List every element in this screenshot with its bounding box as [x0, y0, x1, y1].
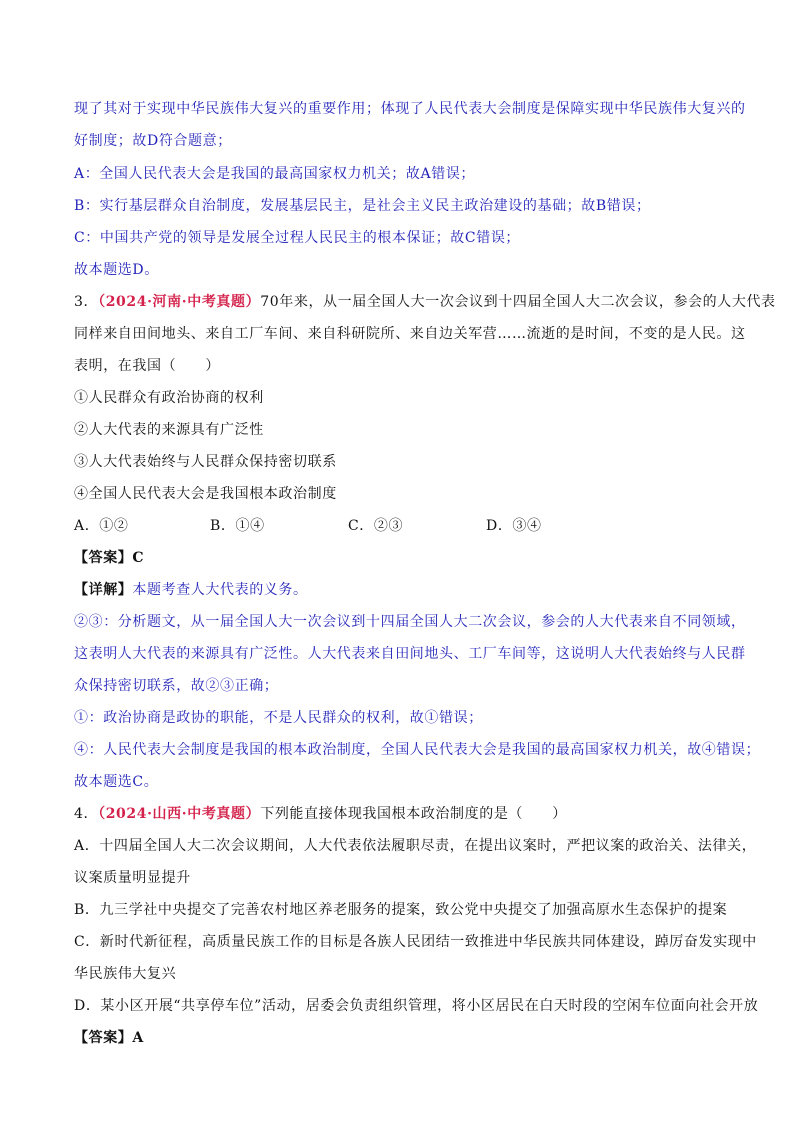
stem-text: 下列能直接体现我国根本政治制度的是（ ）: [260, 806, 567, 822]
question-4-stem: [74, 804, 567, 824]
statement: ③人大代表始终与人民群众保持密切联系: [74, 454, 337, 470]
analysis-line: 这表明人大代表的来源具有广泛性。人大代表来自田间地头、工厂车间等，这说明人大代表始终与人民群: [74, 646, 746, 662]
answer-value: C: [132, 550, 145, 566]
question-3-stem-line: 表明，在我国（ ）: [74, 358, 220, 374]
answer: [74, 1028, 144, 1048]
option-d: D．某小区开展“共享停车位”活动，居委会负责组织管理，将小区居民在白天时段的空闲车位面向社会开放: [74, 998, 759, 1014]
question-3-stem-line: 同样来自田间地头、来自工厂车间、来自科研院所、来自边关军营……流逝的是时间，不变的是人民。这: [74, 326, 746, 342]
option-a: A．①②: [74, 518, 129, 534]
explanation-line: 好制度；故D符合题意；: [74, 133, 232, 149]
conclusion: 故本题选D。: [74, 262, 159, 278]
detail-label: 【详解】: [74, 582, 133, 598]
option-a-continued: 议案质量明显提升: [74, 870, 191, 886]
answer-label: 【答案】: [74, 550, 133, 566]
statement: ②人大代表的来源具有广泛性: [74, 422, 264, 438]
conclusion: 故本题选C。: [74, 774, 159, 790]
detail: [74, 580, 308, 600]
wrong-option-note: A：全国人民代表大会是我国的最高国家权力机关；故A错误；: [74, 166, 476, 182]
analysis-line: ④：人民代表大会制度是我国的根本政治制度，全国人民代表大会是我国的最高国家权力机关，故④错误；: [74, 742, 761, 758]
statement: ④全国人民代表大会是我国根本政治制度: [74, 486, 337, 502]
option-c: C．②③: [348, 518, 404, 534]
question-number: 4．: [74, 806, 99, 822]
wrong-option-note: B：实行基层群众自治制度，发展基层民主，是社会主义民主政治建设的基础；故B错误；: [74, 198, 651, 214]
option-c: C．新时代新征程，高质量民族工作的目标是各族人民团结一致推进中华民族共同体建设，踔厉奋发实现中: [74, 934, 757, 950]
source-tag: （2024·河南·中考真题）: [98, 294, 261, 310]
wrong-option-note: C：中国共产党的领导是发展全过程人民民主的根本保证；故C错误；: [74, 230, 521, 246]
answer: [74, 548, 144, 568]
stem-text: 70年来，从一届全国人大一次会议到十四届全国人大二次会议，参会的人大代表: [260, 294, 776, 310]
analysis-line: 众保持密切联系，故②③正确；: [74, 678, 279, 694]
question-3-stem: [74, 292, 776, 312]
answer-label: 【答案】: [74, 1030, 133, 1046]
option-c-continued: 华民族伟大复兴: [74, 966, 177, 982]
detail-text: 本题考查人大代表的义务。: [132, 582, 308, 598]
source-tag: （2024·山西·中考真题）: [98, 806, 261, 822]
answer-value: A: [132, 1030, 144, 1046]
question-number: 3．: [74, 294, 99, 310]
answer-options-row: [74, 516, 714, 536]
statement: ①人民群众有政治协商的权利: [74, 390, 264, 406]
option-b: B．九三学社中央提交了完善农村地区养老服务的提案，致公党中央提交了加强高原水生态保护的提案: [74, 902, 728, 918]
analysis-line: ②③：分析题文，从一届全国人大一次会议到十四届全国人大二次会议，参会的人大代表来自不同领域，: [74, 614, 746, 630]
analysis-line: ①：政治协商是政协的职能，不是人民群众的权利，故①错误；: [74, 710, 483, 726]
option-b: B．①④: [210, 518, 265, 534]
explanation-line: 现了其对于实现中华民族伟大复兴的重要作用；体现了人民代表大会制度是保障实现中华民族伟大复兴的: [74, 101, 746, 117]
option-d: D．③④: [486, 518, 542, 534]
option-a: A．十四届全国人大二次会议期间，人大代表依法履职尽责，在提出议案时，严把议案的政治关、法律关，: [74, 838, 757, 854]
